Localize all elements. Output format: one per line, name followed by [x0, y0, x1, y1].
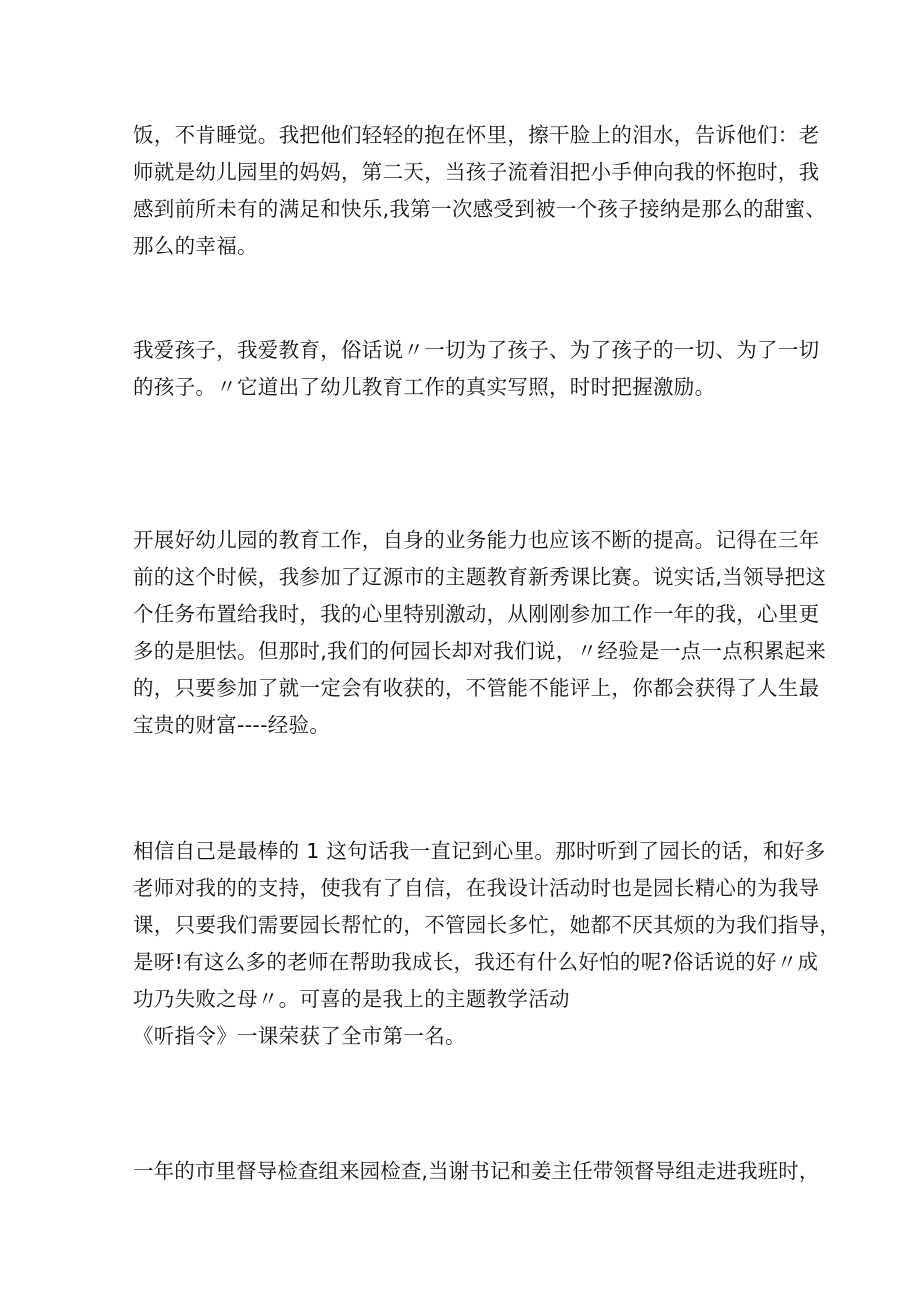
- paragraph-3: [133, 522, 827, 744]
- text-line: 饭，不肯睡觉。我把他们轻轻的抱在怀里，擦干脸上的泪水，告诉他们：老: [133, 123, 820, 147]
- text-line: 是呀!有这么多的老师在帮助我成长，我还有什么好怕的呢?俗话说的好〃成: [133, 950, 819, 974]
- text-line: 多的是胆怯。但那时,我们的何园长却对我们说，〃经验是一点一点积累起来: [133, 639, 827, 663]
- paragraph-5: [133, 1153, 820, 1190]
- text-line: 前的这个时候，我参加了辽源市的主题教育新秀课比赛。说实话,当领导把这: [133, 565, 827, 589]
- text-line: 课，只要我们需要园长帮忙的，不管园长多忙，她都不厌其烦的为我们指导，: [133, 913, 841, 937]
- paragraph-4: [133, 833, 841, 1055]
- text-line: 宝贵的财富----经验。: [133, 713, 331, 737]
- text-line: 的孩子。〃它道出了幼儿教育工作的真实写照，时时把握激励。: [133, 375, 716, 399]
- text-line: 我爱孩子，我爱教育，俗话说〃一切为了孩子、为了孩子的一切、为了一切: [133, 338, 820, 362]
- paragraph-2: [133, 332, 820, 406]
- text-line: 师就是幼儿园里的妈妈，第二天，当孩子流着泪把小手伸向我的怀抱时，我: [133, 160, 820, 184]
- text-line: 感到前所未有的满足和快乐,我第一次感受到被一个孩子接纳是那么的甜蜜、: [133, 197, 827, 221]
- text-line: 老师对我的的支持，使我有了自信，在我设计活动时也是园长精心的为我导: [133, 876, 820, 900]
- text-line: 一年的市里督导检查组来园检查,当谢书记和姜主任带领督导组走进我班时，: [133, 1159, 820, 1183]
- text-line: 那么的幸福。: [133, 234, 258, 258]
- text-line: 的，只要参加了就一定会有收获的，不管能不能评上，你都会获得了人生最: [133, 676, 820, 700]
- text-line: 《听指令》一课荣获了全市第一名。: [133, 1024, 466, 1048]
- text-line: 个任务布置给我时，我的心里特别激动，从刚刚参加工作一年的我，心里更: [133, 602, 820, 626]
- text-line: 开展好幼儿园的教育工作，自身的业务能力也应该不断的提高。记得在三年: [133, 528, 820, 552]
- text-line: 功乃失败之母〃。可喜的是我上的主题教学活动: [133, 987, 570, 1011]
- text-line: 相信自己是最棒的 1 这句话我一直记到心里。那时听到了园长的话，和好多: [133, 839, 826, 863]
- paragraph-1: [133, 117, 827, 265]
